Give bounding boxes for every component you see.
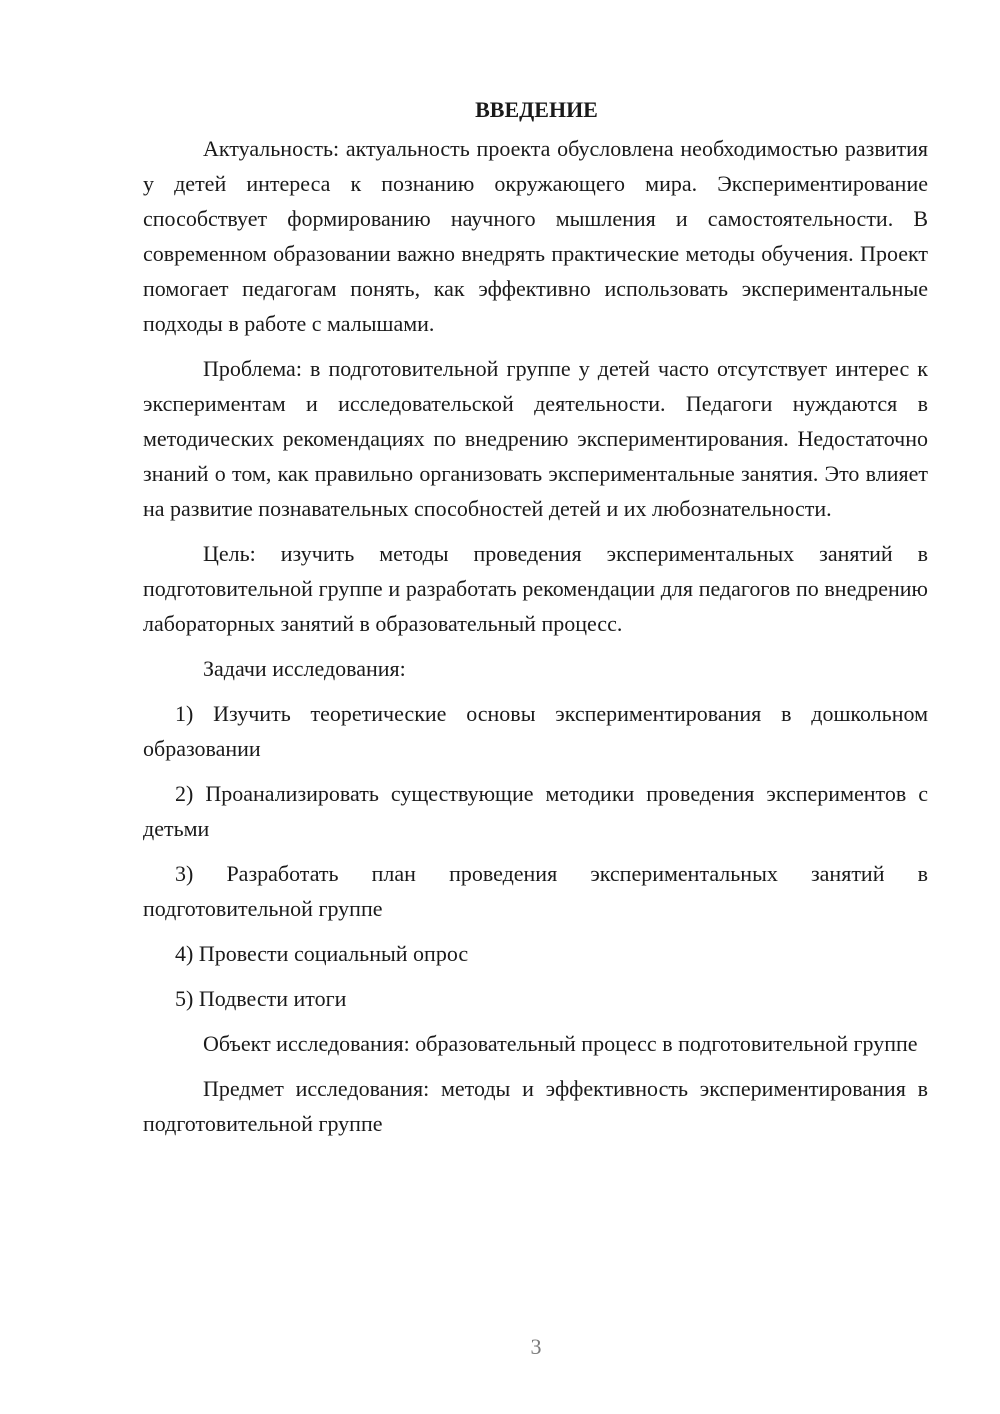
- paragraph-goal: Цель: изучить методы проведения экспериментальных занятий в подготовительной группе и разработать рекомендации для педагогов по внедрению лабораторных занятий в образовательный процесс.: [143, 541, 928, 636]
- task-item-2: 2) Проанализировать существующие методики проведения экспериментов с детьми: [143, 781, 928, 841]
- task-item-4: 4) Провести социальный опрос: [175, 941, 469, 966]
- task-item-3: 3) Разработать план проведения экспериментальных занятий в подготовительной группе: [143, 861, 928, 921]
- paragraph-object: Объект исследования: образовательный процесс в подготовительной группе: [203, 1031, 918, 1056]
- tasks-heading: Задачи исследования:: [203, 656, 406, 681]
- page-content: [143, 92, 928, 1151]
- paragraph-relevance: Актуальность: актуальность проекта обусловлена необходимостью развития у детей интереса к познанию окружающего мира. Экспериментирование способствует формированию научного мышления и самостоятельности. В современном образовании важно внедрять практические методы обучения. Проект помогает педагогам понять, как эффективно использовать экспериментальные подходы в работе с малышами.: [143, 136, 928, 336]
- section-title: ВВЕДЕНИЕ: [475, 97, 598, 122]
- task-item-1: 1) Изучить теоретические основы экспериментирования в дошкольном образовании: [143, 701, 928, 761]
- page-number: 3: [530, 1334, 542, 1359]
- paragraph-problem: Проблема: в подготовительной группе у детей часто отсутствует интерес к экспериментам и исследовательской деятельности. Педагоги нуждаются в методических рекомендациях по внедрению экспериментирования. Недостаточно знаний о том, как правильно организовать экспериментальные занятия. Это влияет на развитие познавательных способностей детей и их любознательности.: [143, 356, 928, 521]
- paragraph-subject: Предмет исследования: методы и эффективность экспериментирования в подготовительной группе: [143, 1076, 928, 1136]
- task-item-5: 5) Подвести итоги: [175, 986, 347, 1011]
